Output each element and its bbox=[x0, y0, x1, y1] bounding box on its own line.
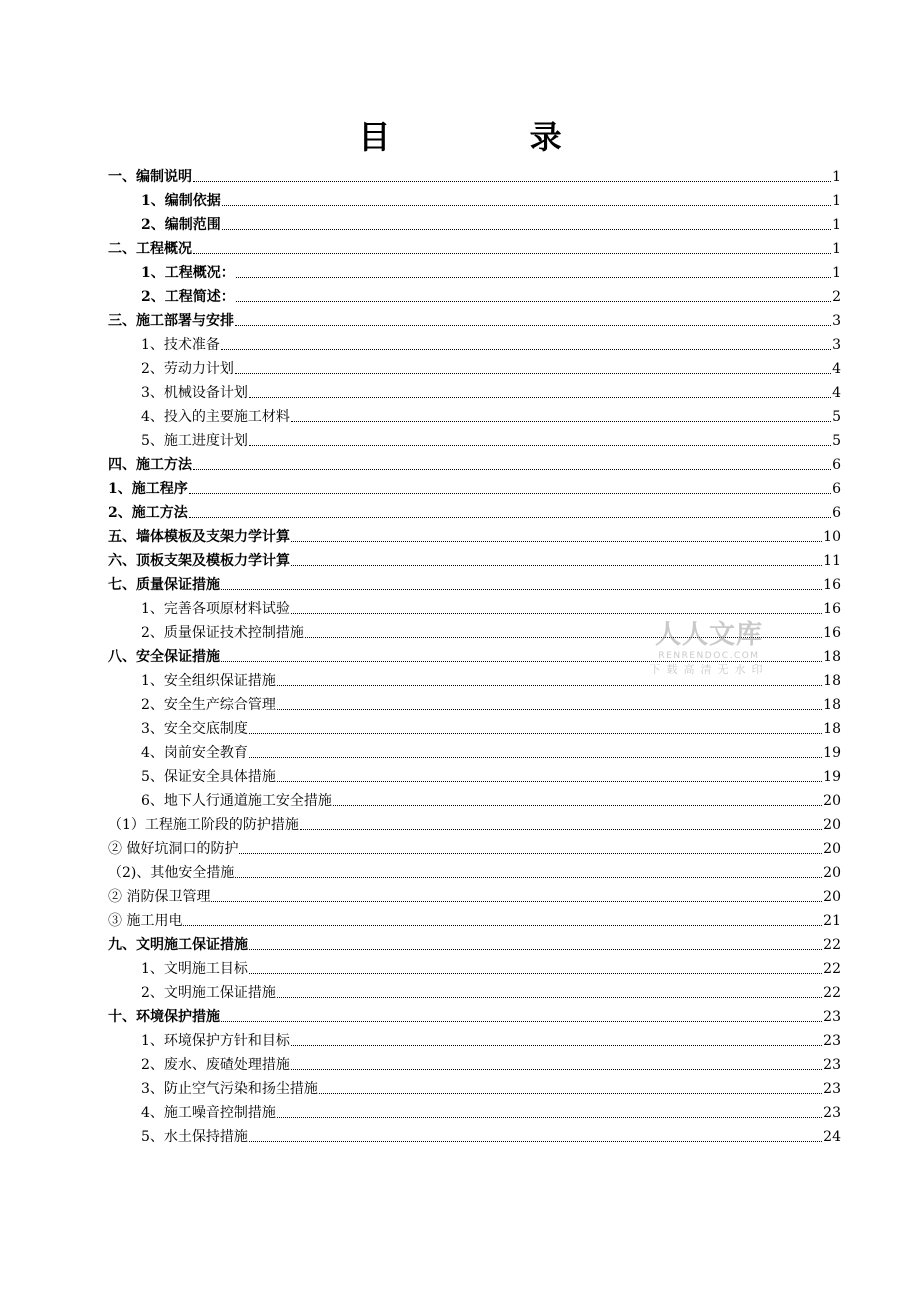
toc-entry[interactable] bbox=[108, 330, 841, 354]
toc-entry-page: 24 bbox=[823, 1129, 841, 1145]
toc-entry-page: 18 bbox=[823, 697, 841, 713]
toc-entry-page: 6 bbox=[832, 505, 841, 521]
toc-entry-label: 六、顶板支架及模板力学计算 bbox=[108, 553, 290, 569]
toc-entry[interactable] bbox=[108, 930, 841, 954]
toc-entry-label: 3、机械设备计划 bbox=[141, 385, 248, 401]
dot-leader bbox=[183, 925, 822, 926]
dot-leader bbox=[236, 277, 831, 278]
toc-entry[interactable] bbox=[108, 1074, 841, 1098]
dot-leader bbox=[291, 613, 822, 614]
toc-entry-label: 三、施工部署与安排 bbox=[108, 313, 234, 329]
toc-entry[interactable] bbox=[108, 282, 841, 306]
toc-entry-label: ② 做好坑洞口的防护 bbox=[108, 841, 239, 857]
toc-entry[interactable] bbox=[108, 498, 841, 522]
dot-leader bbox=[291, 421, 831, 422]
toc-entry-label: 2、文明施工保证措施 bbox=[141, 985, 276, 1001]
dot-leader bbox=[300, 829, 822, 830]
toc-entry-label: 七、质量保证措施 bbox=[108, 577, 220, 593]
toc-entry-label: 3、安全交底制度 bbox=[141, 721, 248, 737]
dot-leader bbox=[249, 397, 831, 398]
toc-entry-page: 18 bbox=[823, 721, 841, 737]
toc-entry[interactable] bbox=[108, 186, 841, 210]
toc-entry[interactable] bbox=[108, 762, 841, 786]
toc-entry-label: 一、编制说明 bbox=[108, 169, 192, 185]
dot-leader bbox=[249, 757, 822, 758]
toc-entry-label: 2、废水、废碴处理措施 bbox=[141, 1057, 290, 1073]
toc-entry-page: 19 bbox=[823, 745, 841, 761]
watermark-tagline: 下载高清无水印 bbox=[649, 663, 769, 676]
dot-leader bbox=[249, 1141, 822, 1142]
dot-leader bbox=[291, 541, 822, 542]
toc-entry[interactable] bbox=[108, 786, 841, 810]
toc-entry-label: 2、编制范围 bbox=[141, 217, 221, 233]
dot-leader bbox=[319, 1093, 822, 1094]
toc-entry[interactable] bbox=[108, 450, 841, 474]
toc-entry[interactable] bbox=[108, 162, 841, 186]
dot-leader bbox=[236, 301, 831, 302]
dot-leader bbox=[277, 1117, 822, 1118]
toc-entry-page: 19 bbox=[823, 769, 841, 785]
dot-leader bbox=[291, 1045, 822, 1046]
toc-entry[interactable] bbox=[108, 426, 841, 450]
toc-entry-label: 四、施工方法 bbox=[108, 457, 192, 473]
toc-entry-label: 4、岗前安全教育 bbox=[141, 745, 248, 761]
toc-entry-page: 23 bbox=[823, 1057, 841, 1073]
toc-entry-label: 五、墙体模板及支架力学计算 bbox=[108, 529, 290, 545]
toc-entry-page: 4 bbox=[832, 361, 841, 377]
toc-entry-label: 十、环境保护措施 bbox=[108, 1009, 220, 1025]
toc-entry-page: 20 bbox=[823, 889, 841, 905]
toc-entry[interactable] bbox=[108, 738, 841, 762]
toc-entry[interactable] bbox=[108, 1098, 841, 1122]
dot-leader bbox=[249, 973, 822, 974]
dot-leader bbox=[193, 181, 831, 182]
dot-leader bbox=[235, 373, 831, 374]
toc-entry-label: 2、劳动力计划 bbox=[141, 361, 234, 377]
dot-leader bbox=[193, 253, 831, 254]
toc-entry[interactable] bbox=[108, 1050, 841, 1074]
toc-entry-page: 20 bbox=[823, 793, 841, 809]
toc-entry-label: 二、工程概况 bbox=[108, 241, 192, 257]
dot-leader bbox=[277, 709, 822, 710]
toc-entry[interactable] bbox=[108, 210, 841, 234]
dot-leader bbox=[277, 997, 822, 998]
dot-leader bbox=[333, 805, 822, 806]
toc-entry[interactable] bbox=[108, 234, 841, 258]
toc-entry-page: 11 bbox=[823, 553, 841, 569]
toc-entry[interactable] bbox=[108, 690, 841, 714]
toc-entry[interactable] bbox=[108, 810, 841, 834]
toc-entry-page: 23 bbox=[823, 1033, 841, 1049]
toc-entry-label: 八、安全保证措施 bbox=[108, 649, 220, 665]
dot-leader bbox=[189, 493, 831, 494]
watermark-logo bbox=[648, 620, 770, 678]
toc-entry-page: 21 bbox=[823, 913, 841, 929]
dot-leader bbox=[277, 781, 822, 782]
dot-leader bbox=[249, 445, 831, 446]
toc-entry-page: 4 bbox=[832, 385, 841, 401]
toc-entry-page: 23 bbox=[823, 1009, 841, 1025]
toc-entry-page: 1 bbox=[832, 169, 841, 185]
toc-entry[interactable] bbox=[108, 954, 841, 978]
toc-entry-page: 16 bbox=[823, 625, 841, 641]
toc-entry-page: 22 bbox=[823, 937, 841, 953]
toc-entry-page: 22 bbox=[823, 961, 841, 977]
toc-entry-page: 5 bbox=[832, 409, 841, 425]
dot-leader bbox=[249, 733, 822, 734]
toc-entry[interactable] bbox=[108, 402, 841, 426]
dot-leader bbox=[189, 517, 831, 518]
toc-entry-label: 5、保证安全具体措施 bbox=[141, 769, 276, 785]
toc-entry-page: 5 bbox=[832, 433, 841, 449]
toc-entry[interactable] bbox=[108, 906, 841, 930]
toc-entry-label: 1、完善各项原材料试验 bbox=[141, 601, 290, 617]
toc-entry-label: 2、质量保证技术控制措施 bbox=[141, 625, 304, 641]
toc-entry-page: 23 bbox=[823, 1105, 841, 1121]
dot-leader bbox=[222, 229, 831, 230]
dot-leader bbox=[193, 469, 831, 470]
toc-entry-label: 1、安全组织保证措施 bbox=[141, 673, 276, 689]
watermark-name: 人人文库 bbox=[654, 620, 763, 650]
toc-entry-page: 1 bbox=[832, 217, 841, 233]
toc-entry-page: 23 bbox=[823, 1081, 841, 1097]
toc-entry[interactable] bbox=[108, 1026, 841, 1050]
toc-entry[interactable] bbox=[108, 522, 841, 546]
dot-leader bbox=[221, 349, 831, 350]
toc-entry-label: ② 消防保卫管理 bbox=[108, 889, 211, 905]
toc-entry-label: 2、工程简述： bbox=[141, 289, 235, 305]
toc-entry-label: 4、投入的主要施工材料 bbox=[141, 409, 290, 425]
toc-entry[interactable] bbox=[108, 474, 841, 498]
toc-entry[interactable] bbox=[108, 378, 841, 402]
toc-entry-label: 5、水土保持措施 bbox=[141, 1129, 248, 1145]
toc-entry-label: （2)、其他安全措施 bbox=[108, 865, 235, 881]
toc-entry-label: 1、文明施工目标 bbox=[141, 961, 248, 977]
toc-entry-page: 18 bbox=[823, 673, 841, 689]
dot-leader bbox=[235, 877, 822, 878]
toc-entry[interactable] bbox=[108, 882, 841, 906]
toc-entry-page: 2 bbox=[832, 289, 841, 305]
toc-entry[interactable] bbox=[108, 258, 841, 282]
toc-entry-label: 九、文明施工保证措施 bbox=[108, 937, 248, 953]
toc-entry-page: 16 bbox=[823, 577, 841, 593]
dot-leader bbox=[291, 565, 822, 566]
toc-entry-label: 4、施工噪音控制措施 bbox=[141, 1105, 276, 1121]
dot-leader bbox=[277, 685, 822, 686]
toc-entry[interactable] bbox=[108, 594, 841, 618]
page-title: 目 录 bbox=[358, 118, 626, 156]
toc-entry-page: 6 bbox=[832, 457, 841, 473]
dot-leader bbox=[222, 205, 831, 206]
toc-entry-page: 20 bbox=[823, 841, 841, 857]
toc-entry[interactable] bbox=[108, 834, 841, 858]
toc-entry-page: 20 bbox=[823, 817, 841, 833]
toc-entry-label: 5、施工进度计划 bbox=[141, 433, 248, 449]
toc-entry[interactable] bbox=[108, 858, 841, 882]
toc-entry-label: 3、防止空气污染和扬尘措施 bbox=[141, 1081, 318, 1097]
toc-entry-page: 16 bbox=[823, 601, 841, 617]
toc-entry-page: 3 bbox=[832, 337, 841, 353]
toc-entry-label: 2、安全生产综合管理 bbox=[141, 697, 276, 713]
toc-entry-page: 1 bbox=[832, 241, 841, 257]
toc-entry[interactable] bbox=[108, 354, 841, 378]
toc-entry-label: 1、编制依据 bbox=[141, 193, 221, 209]
toc-entry[interactable] bbox=[108, 306, 841, 330]
dot-leader bbox=[221, 589, 822, 590]
toc-entry-page: 1 bbox=[832, 193, 841, 209]
toc-entry-label: ③ 施工用电 bbox=[108, 913, 183, 929]
toc-entry-label: （1）工程施工阶段的防护措施 bbox=[108, 817, 299, 833]
toc-entry[interactable] bbox=[108, 978, 841, 1002]
toc-entry-page: 3 bbox=[832, 313, 841, 329]
dot-leader bbox=[291, 1069, 822, 1070]
toc-entry[interactable] bbox=[108, 546, 841, 570]
toc-entry-label: 1、技术准备 bbox=[141, 337, 220, 353]
toc-entry[interactable] bbox=[108, 570, 841, 594]
toc-entry-page: 18 bbox=[823, 649, 841, 665]
dot-leader bbox=[221, 1021, 822, 1022]
toc-entry[interactable] bbox=[108, 1002, 841, 1026]
toc-entry-label: 6、地下人行通道施工安全措施 bbox=[141, 793, 332, 809]
toc-entry-page: 22 bbox=[823, 985, 841, 1001]
watermark-domain: RENRENDOC.COM bbox=[658, 651, 760, 661]
toc-entry-page: 10 bbox=[823, 529, 841, 545]
toc-entry-page: 20 bbox=[823, 865, 841, 881]
dot-leader bbox=[211, 901, 822, 902]
toc-entry-label: 2、施工方法 bbox=[108, 505, 188, 521]
toc-entry-label: 1、环境保护方针和目标 bbox=[141, 1033, 290, 1049]
dot-leader bbox=[249, 949, 822, 950]
dot-leader bbox=[235, 325, 831, 326]
toc-entry[interactable] bbox=[108, 1122, 841, 1146]
toc-entry-page: 1 bbox=[832, 265, 841, 281]
toc-entry-label: 1、施工程序 bbox=[108, 481, 188, 497]
dot-leader bbox=[239, 853, 822, 854]
toc-entry[interactable] bbox=[108, 714, 841, 738]
toc-entry-page: 6 bbox=[832, 481, 841, 497]
toc-entry-label: 1、工程概况： bbox=[141, 265, 235, 281]
